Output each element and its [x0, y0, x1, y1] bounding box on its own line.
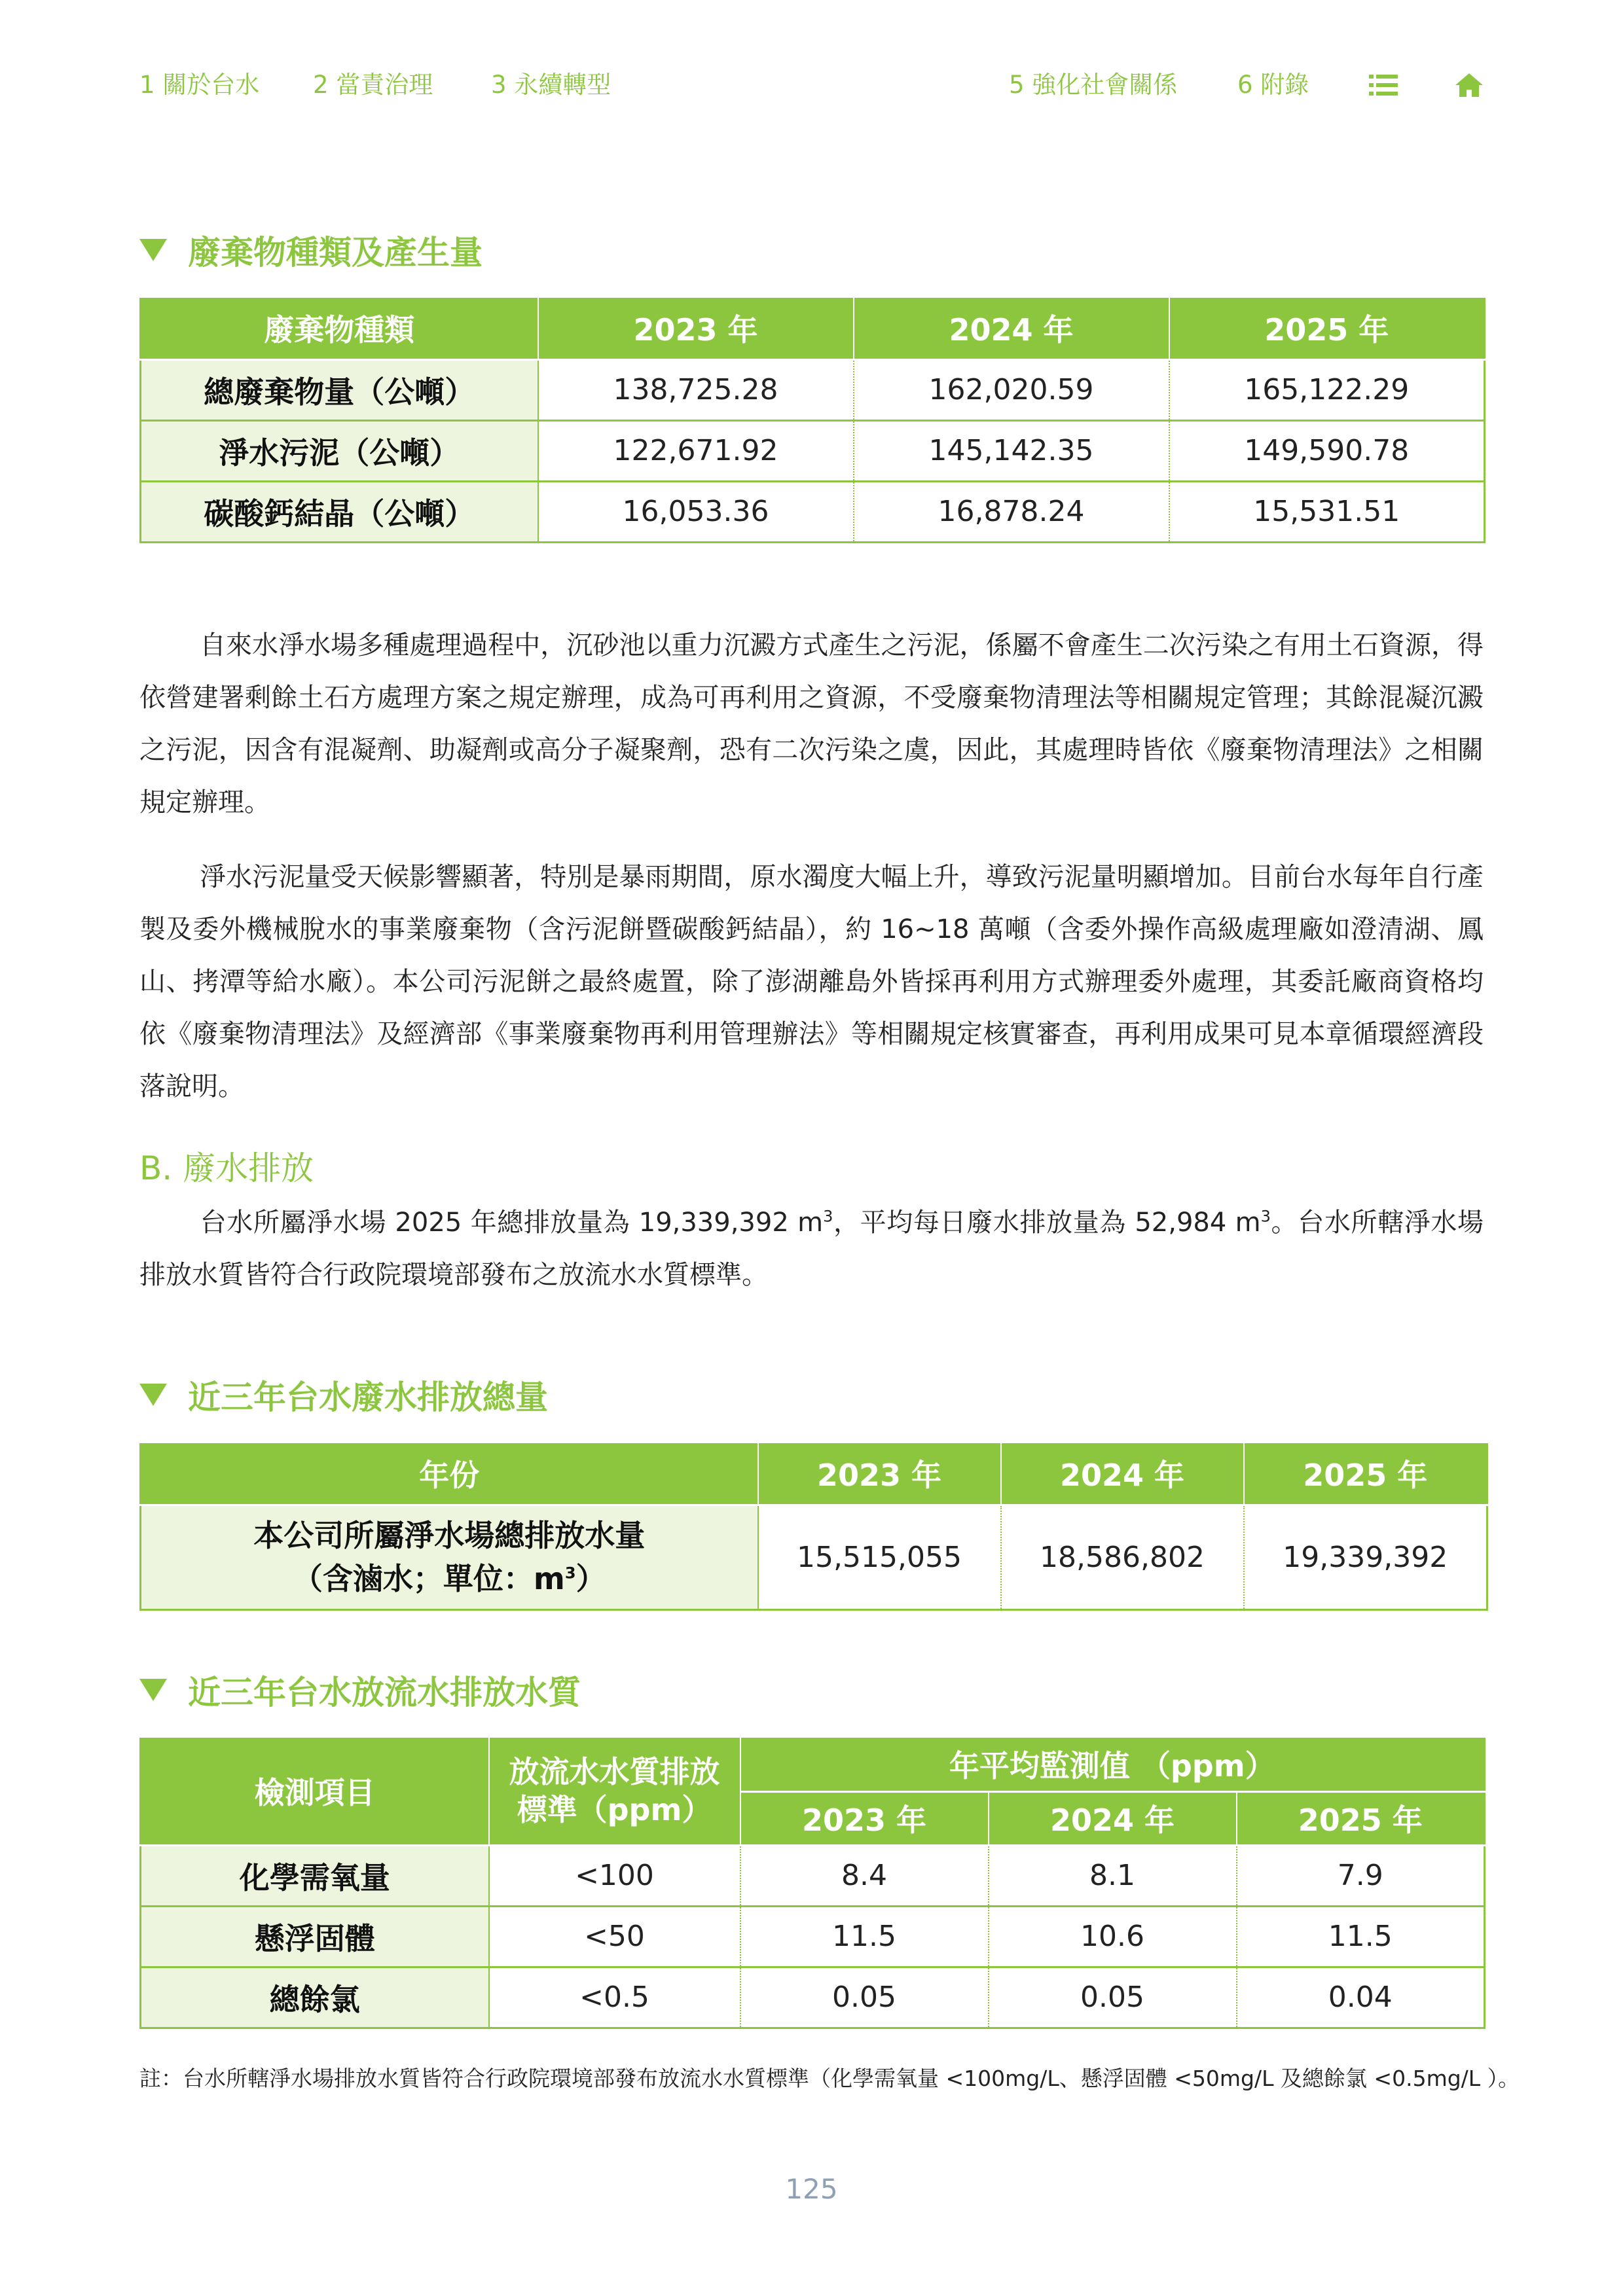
table-cell: 15,515,055 [758, 1505, 1001, 1609]
discharge-table [139, 1443, 1488, 1611]
header-cell: 檢測項目 [141, 1738, 489, 1845]
table-cell: 138,725.28 [538, 359, 854, 420]
row-label: 淨水污泥（公噸） [141, 420, 538, 481]
discharge-title-text: 近三年台水廢水排放總量 [188, 1378, 548, 1416]
header-cell: 年平均監測值 （ppm） [740, 1738, 1485, 1791]
paragraph-sludge-processing [139, 619, 1484, 829]
table-row [141, 1967, 1485, 2028]
list-icon[interactable] [1369, 72, 1398, 98]
table-cell: <0.5 [489, 1967, 740, 2028]
header-cell: 2023 年 [740, 1791, 989, 1845]
header-cell: 2023 年 [758, 1443, 1001, 1505]
table-cell: 15,531.51 [1169, 481, 1485, 542]
wastewater-subtitle: B. 廢水排放 [139, 1149, 314, 1187]
paragraph-text: 自來水淨水場多種處理過程中，沉砂池以重力沉澱方式產生之污泥，係屬不會產生二次污染之有用土石資源，得依營建署剩餘土石方處理方案之規定辦理，成為可再利用之資源，不受廢棄物清理法等相關規定管理；其餘混凝沉澱之污泥，因含有混凝劑、助凝劑或高分子凝聚劑，恐有二次污染之虞，因此，其處理時皆依《廢棄物清理法》之相關規定辦理。 [139, 630, 1484, 817]
superscript: 3 [1260, 1207, 1271, 1226]
table-cell: 8.4 [740, 1845, 989, 1906]
table-cell: <100 [489, 1845, 740, 1906]
header-cell: 年份 [141, 1443, 758, 1505]
header-std-line-2: 標準（ppm） [517, 1792, 712, 1828]
table-cell: 165,122.29 [1169, 359, 1485, 420]
row-label-line-1: 本公司所屬淨水場總排放水量 [253, 1518, 646, 1553]
header-cell: 廢棄物種類 [141, 298, 538, 359]
table-cell: 162,020.59 [854, 359, 1169, 420]
header-cell: 2025 年 [1169, 298, 1485, 359]
triangle-down-icon [139, 1679, 167, 1701]
header-cell: 2024 年 [854, 298, 1169, 359]
table-row [141, 359, 1485, 420]
quality-title-text: 近三年台水放流水排放水質 [188, 1674, 581, 1712]
row-label: 總廢棄物量（公噸） [141, 359, 538, 420]
table-header-row [141, 1443, 1487, 1505]
waste-table [139, 298, 1486, 543]
table-cell: 0.05 [740, 1967, 989, 2028]
table-cell: 7.9 [1237, 1845, 1485, 1906]
table-cell: 149,590.78 [1169, 420, 1485, 481]
triangle-down-icon [139, 1384, 167, 1406]
waste-section-title [139, 226, 483, 274]
top-navigation [0, 65, 1623, 105]
row-label-line-2-end: ） [575, 1561, 606, 1596]
wastewater-text-b: ，平均每日廢水排放量為 52,984 m [833, 1208, 1261, 1238]
page-number: 125 [785, 2173, 838, 2205]
header-cell: 2025 年 [1244, 1443, 1487, 1505]
superscript: 3 [823, 1207, 833, 1226]
header-cell: 2024 年 [989, 1791, 1237, 1845]
waste-title-text: 廢棄物種類及產生量 [188, 234, 483, 272]
table-cell: 0.05 [989, 1967, 1237, 2028]
table-cell: 16,878.24 [854, 481, 1169, 542]
row-label-line-2: （含滷水；單位：m [292, 1561, 565, 1596]
row-label: 化學需氧量 [141, 1845, 489, 1906]
table-cell: 8.1 [989, 1845, 1237, 1906]
header-std-line-1: 放流水水質排放 [509, 1754, 720, 1790]
row-label: 總餘氯 [141, 1967, 489, 2028]
table-cell: 16,053.36 [538, 481, 854, 542]
paragraph-wastewater [139, 1196, 1484, 1301]
home-icon[interactable] [1455, 72, 1484, 98]
nav-item-transformation[interactable]: 3 永續轉型 [491, 71, 611, 99]
header-cell: 2023 年 [538, 298, 854, 359]
row-label: 碳酸鈣結晶（公噸） [141, 481, 538, 542]
table-header-row [141, 1738, 1485, 1791]
row-label: 懸浮固體 [141, 1906, 489, 1967]
table-header-row [141, 298, 1485, 359]
table-row [141, 420, 1485, 481]
table-cell: 145,142.35 [854, 420, 1169, 481]
quality-section-title [139, 1666, 581, 1713]
wastewater-text-c: 。台水所轄淨水場排放水質皆符合行政院環境部發布之放流水水質標準。 [139, 1208, 1484, 1290]
table-cell: 10.6 [989, 1906, 1237, 1967]
nav-item-appendix[interactable]: 6 附錄 [1237, 71, 1309, 99]
table-row [141, 1906, 1485, 1967]
triangle-down-icon [139, 239, 167, 261]
table-row [141, 1505, 1487, 1609]
table-cell: 11.5 [1237, 1906, 1485, 1967]
table-cell: 11.5 [740, 1906, 989, 1967]
table-row [141, 481, 1485, 542]
paragraph-text: 淨水污泥量受天候影響顯著，特別是暴雨期間，原水濁度大幅上升，導致污泥量明顯增加。目前台水每年自行產製及委外機械脫水的事業廢棄物（含污泥餅暨碳酸鈣結晶），約 16~18 萬噸（含委外操作高級處理廠如澄清湖、鳳山、拷潭等給水廠）。本公司污泥餅之最終處置，除了澎湖離島外皆採再利用方式辦理委外處理，其委託廠商資格均依《廢棄物清理法》及經濟部《事業廢棄物再利用管理辦法》等相關規定核實審查，再利用成果可見本章循環經濟段落說明。 [139, 862, 1484, 1102]
footnote: 註：台水所轄淨水場排放水質皆符合行政院環境部發布放流水水質標準（化學需氧量 <100mg/L、懸浮固體 <50mg/L 及總餘氯 <0.5mg/L ）。 [139, 2066, 1520, 2091]
table-cell: 18,586,802 [1001, 1505, 1244, 1609]
discharge-section-title [139, 1371, 548, 1418]
nav-item-social[interactable]: 5 強化社會關係 [1009, 71, 1178, 99]
nav-item-about[interactable]: 1 關於台水 [139, 71, 260, 99]
paragraph-sludge-volume [139, 851, 1484, 1113]
superscript: 3 [564, 1564, 576, 1583]
header-cell [489, 1738, 740, 1845]
header-cell: 2025 年 [1237, 1791, 1485, 1845]
table-cell: <50 [489, 1906, 740, 1967]
wastewater-text-a: 台水所屬淨水場 2025 年總排放量為 19,339,392 m [200, 1208, 824, 1238]
table-cell: 0.04 [1237, 1967, 1485, 2028]
table-row [141, 1845, 1485, 1906]
header-cell: 2024 年 [1001, 1443, 1244, 1505]
nav-item-governance[interactable]: 2 當責治理 [313, 71, 433, 99]
quality-table [139, 1738, 1486, 2029]
table-cell: 122,671.92 [538, 420, 854, 481]
row-label [141, 1505, 758, 1609]
table-cell: 19,339,392 [1244, 1505, 1487, 1609]
